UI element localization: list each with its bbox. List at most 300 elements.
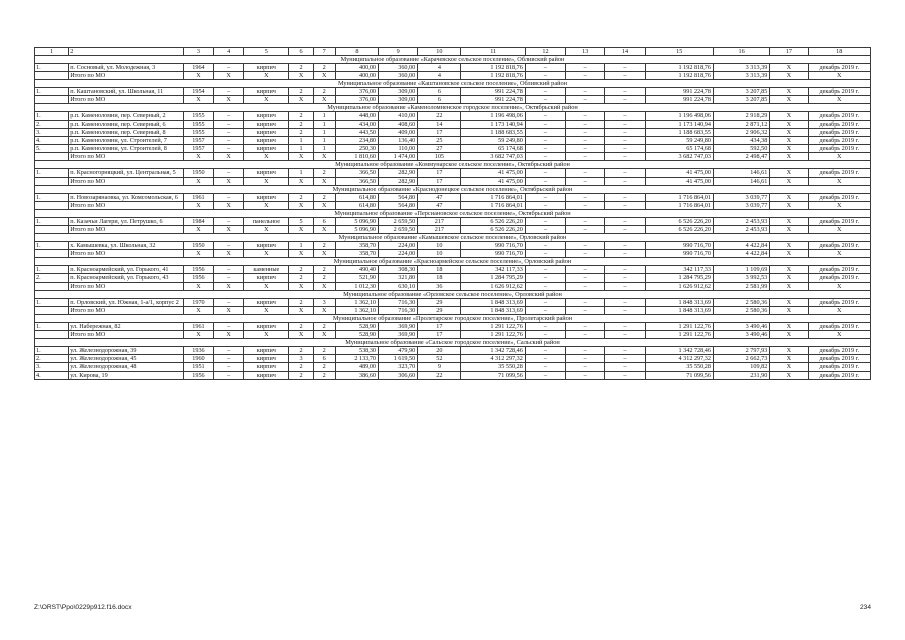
cell-col-16: 2 453,93 [713, 217, 769, 225]
cell-col-10: 6 [418, 88, 461, 96]
cell-col-16: 146,61 [713, 169, 769, 177]
cell-col-13: – [566, 355, 605, 363]
cell-col-16: 4 422,84 [713, 242, 769, 250]
cell-col-15: 71 099,56 [645, 371, 713, 379]
cell-col-2: п. Новозарянаовка, ул. Комсомольская, 6 [69, 193, 184, 201]
cell-col-10: 10 [418, 250, 461, 258]
cell-col-4: Х [214, 153, 244, 161]
cell-col-5: Х [244, 226, 289, 234]
cell-col-8: 8 [335, 48, 378, 56]
cell-col-12: – [525, 282, 565, 290]
cell-col-18: декабрь 2019 г. [808, 145, 870, 153]
municipality-title: Муниципальное образование «Каменоломненское городское поселение», Октябрьский район [35, 104, 871, 112]
cell-col-10: 9 [418, 363, 461, 371]
table-row [35, 266, 871, 274]
cell-col-1: 5. [35, 145, 69, 153]
cell-col-14: – [605, 226, 645, 234]
cell-col-9: 309,00 [379, 96, 418, 104]
cell-col-17: Х [770, 72, 808, 80]
cell-col-4: – [214, 217, 244, 225]
cell-col-17: Х [770, 145, 808, 153]
cell-col-18: декабрь 2019 г. [808, 242, 870, 250]
cell-col-18: Х [808, 226, 870, 234]
cell-col-11: 1 626 912,62 [461, 282, 525, 290]
municipality-title: Муниципальное образование «Краснодонецкое сельское поселение», Октябрьский район [35, 185, 871, 193]
cell-col-15: 65 174,68 [645, 145, 713, 153]
cell-col-2: Итого по МО [69, 306, 184, 314]
cell-col-7: 1 [313, 120, 335, 128]
cell-col-6: 2 [289, 298, 313, 306]
cell-col-13: – [566, 363, 605, 371]
cell-col-18: декабрь 2019 г. [808, 322, 870, 330]
cell-col-18: Х [808, 96, 870, 104]
cell-col-7: Х [313, 201, 335, 209]
total-row [35, 177, 871, 185]
cell-col-17: Х [770, 242, 808, 250]
cell-col-1: 1. [35, 193, 69, 201]
cell-col-9: 716,30 [379, 298, 418, 306]
cell-col-8: 614,80 [335, 201, 378, 209]
cell-col-9: 136,40 [379, 137, 418, 145]
cell-col-11: 71 099,56 [461, 371, 525, 379]
cell-col-5: 5 [244, 48, 289, 56]
cell-col-3: 1957 [183, 137, 213, 145]
total-row [35, 282, 871, 290]
cell-col-18: Х [808, 282, 870, 290]
cell-col-9: 321,80 [379, 274, 418, 282]
cell-col-2: Итого по МО [69, 331, 184, 339]
cell-col-6: 1 [289, 137, 313, 145]
cell-col-13: – [566, 322, 605, 330]
cell-col-12: – [525, 128, 565, 136]
cell-col-6: 2 [289, 274, 313, 282]
cell-col-11: 1 188 683,55 [461, 128, 525, 136]
cell-col-10: 217 [418, 217, 461, 225]
table-row [35, 169, 871, 177]
cell-col-3: 1957 [183, 145, 213, 153]
cell-col-14: – [605, 371, 645, 379]
cell-col-3: Х [183, 282, 213, 290]
cell-col-17: Х [770, 88, 808, 96]
cell-col-15: 3 682 747,03 [645, 153, 713, 161]
footer-page-number: 234 [859, 604, 871, 611]
total-row [35, 331, 871, 339]
table-row [35, 193, 871, 201]
municipality-title: Муниципальное образование «Каштановское сельское поселение», Обливский район [35, 80, 871, 88]
cell-col-18: Х [808, 177, 870, 185]
cell-col-3: 1961 [183, 193, 213, 201]
municipality-title: Муниципальное образование «Карачевское сельское поселение», Обливский район [35, 56, 871, 64]
cell-col-7: Х [313, 153, 335, 161]
cell-col-6: 2 [289, 88, 313, 96]
cell-col-13: – [566, 145, 605, 153]
cell-col-12: – [525, 112, 565, 120]
cell-col-10: 10 [418, 48, 461, 56]
cell-col-12: – [525, 355, 565, 363]
cell-col-17: Х [770, 355, 808, 363]
cell-col-4: – [214, 242, 244, 250]
cell-col-10: 4 [418, 64, 461, 72]
cell-col-9: 282,90 [379, 169, 418, 177]
cell-col-16: 1 109,69 [713, 266, 769, 274]
cell-col-11: 1 342 728,46 [461, 347, 525, 355]
cell-col-12: – [525, 193, 565, 201]
total-row [35, 306, 871, 314]
cell-col-14: 14 [605, 48, 645, 56]
cell-col-17: Х [770, 177, 808, 185]
cell-col-14: – [605, 169, 645, 177]
cell-col-14: – [605, 298, 645, 306]
cell-col-9: 369,90 [379, 331, 418, 339]
cell-col-2: Итого по МО [69, 201, 184, 209]
municipality-title: Муниципальное образование «Коммунарское сельское поселение», Октябрьский район [35, 161, 871, 169]
cell-col-3: 1956 [183, 371, 213, 379]
cell-col-4: – [214, 145, 244, 153]
cell-col-8: 434,00 [335, 120, 378, 128]
cell-col-13: – [566, 298, 605, 306]
municipality-title: Муниципальное образование «Персиановское сельское поселение», Октябрьский район [35, 209, 871, 217]
cell-col-14: – [605, 266, 645, 274]
cell-col-6: 2 [289, 347, 313, 355]
cell-col-15: 4 312 297,32 [645, 355, 713, 363]
cell-col-13: – [566, 347, 605, 355]
section-title-row [35, 234, 871, 242]
cell-col-14: – [605, 128, 645, 136]
cell-col-13: – [566, 177, 605, 185]
cell-col-4: Х [214, 306, 244, 314]
cell-col-1 [35, 96, 69, 104]
cell-col-15: 1 342 728,46 [645, 347, 713, 355]
cell-col-4: Х [214, 96, 244, 104]
cell-col-7: 2 [313, 193, 335, 201]
cell-col-15: 991 224,78 [645, 96, 713, 104]
cell-col-9: 409,00 [379, 128, 418, 136]
cell-col-14: – [605, 112, 645, 120]
cell-col-3: 1951 [183, 363, 213, 371]
table-row [35, 112, 871, 120]
cell-col-1: 1. [35, 322, 69, 330]
cell-col-11: 11 [461, 48, 525, 56]
cell-col-3: Х [183, 201, 213, 209]
cell-col-1 [35, 226, 69, 234]
cell-col-12: – [525, 250, 565, 258]
cell-col-14: – [605, 250, 645, 258]
total-row [35, 153, 871, 161]
cell-col-10: 10 [418, 242, 461, 250]
table-row [35, 242, 871, 250]
cell-col-2: ул. Железнодорожная, 48 [69, 363, 184, 371]
cell-col-1: 1. [35, 217, 69, 225]
cell-col-1: 1. [35, 347, 69, 355]
cell-col-14: – [605, 322, 645, 330]
cell-col-7: Х [313, 226, 335, 234]
section-title-row [35, 258, 871, 266]
cell-col-4: – [214, 112, 244, 120]
cell-col-13: – [566, 72, 605, 80]
cell-col-2: р.п. Каменоломни, ул. Строителей, 8 [69, 145, 184, 153]
table-row [35, 298, 871, 306]
cell-col-14: – [605, 201, 645, 209]
cell-col-6: 2 [289, 120, 313, 128]
cell-col-8: 5 096,90 [335, 226, 378, 234]
cell-col-9: 224,00 [379, 242, 418, 250]
cell-col-16: 231,90 [713, 371, 769, 379]
cell-col-18: декабрь 2019 г. [808, 112, 870, 120]
cell-col-15: 1 716 864,01 [645, 193, 713, 201]
cell-col-4: – [214, 266, 244, 274]
municipality-title: Муниципальное образование «Орловское сельское поселение», Орловский район [35, 290, 871, 298]
cell-col-1: 1. [35, 88, 69, 96]
cell-col-12: – [525, 242, 565, 250]
cell-col-12: – [525, 177, 565, 185]
cell-col-12: – [525, 322, 565, 330]
cell-col-15: 1 626 912,62 [645, 282, 713, 290]
cell-col-7: 1 [313, 112, 335, 120]
cell-col-5: кирпич [244, 193, 289, 201]
cell-col-8: 490,40 [335, 266, 378, 274]
cell-col-4: Х [214, 226, 244, 234]
cell-col-14: – [605, 331, 645, 339]
cell-col-15: 35 550,28 [645, 363, 713, 371]
cell-col-11: 59 249,80 [461, 137, 525, 145]
cell-col-5: Х [244, 96, 289, 104]
cell-col-13: – [566, 193, 605, 201]
cell-col-2: п. Казачьи Лагери, ул. Петрушко, 6 [69, 217, 184, 225]
cell-col-1 [35, 72, 69, 80]
cell-col-13: – [566, 331, 605, 339]
cell-col-2: п. Каштановский, ул. Школьная, 11 [69, 88, 184, 96]
cell-col-10: 18 [418, 266, 461, 274]
cell-col-11: 1 291 122,76 [461, 322, 525, 330]
cell-col-6: 5 [289, 217, 313, 225]
cell-col-9: 2 659,50 [379, 226, 418, 234]
cell-col-15: 1 291 122,76 [645, 322, 713, 330]
cell-col-9: 564,80 [379, 193, 418, 201]
cell-col-12: – [525, 226, 565, 234]
cell-col-3: Х [183, 331, 213, 339]
cell-col-8: 448,00 [335, 112, 378, 120]
cell-col-6: Х [289, 250, 313, 258]
cell-col-6: 1 [289, 242, 313, 250]
cell-col-3: Х [183, 177, 213, 185]
cell-col-6: 2 [289, 112, 313, 120]
cell-col-17: Х [770, 169, 808, 177]
cell-col-5: кирпич [244, 355, 289, 363]
cell-col-7: 7 [313, 48, 335, 56]
cell-col-7: 2 [313, 242, 335, 250]
cell-col-6: Х [289, 153, 313, 161]
cell-col-16: 2 581,99 [713, 282, 769, 290]
cell-col-9: 360,00 [379, 64, 418, 72]
cell-col-15: 990 716,70 [645, 242, 713, 250]
cell-col-17: Х [770, 282, 808, 290]
cell-col-4: – [214, 193, 244, 201]
cell-col-16: 2 498,47 [713, 153, 769, 161]
cell-col-9: 564,80 [379, 201, 418, 209]
cell-col-15: 1 173 140,94 [645, 120, 713, 128]
cell-col-1: 2. [35, 355, 69, 363]
cell-col-10: 17 [418, 128, 461, 136]
cell-col-5: Х [244, 153, 289, 161]
cell-col-7: Х [313, 306, 335, 314]
cell-col-14: – [605, 274, 645, 282]
cell-col-10: 18 [418, 274, 461, 282]
table-row [35, 128, 871, 136]
cell-col-16: 2 918,29 [713, 112, 769, 120]
cell-col-9: 410,00 [379, 112, 418, 120]
municipality-title: Муниципальное образование «Сальское городское поселение», Сальский район [35, 339, 871, 347]
cell-col-18: Х [808, 201, 870, 209]
cell-col-7: Х [313, 250, 335, 258]
cell-col-8: 1 012,30 [335, 282, 378, 290]
cell-col-6: 6 [289, 48, 313, 56]
section-title-row [35, 185, 871, 193]
cell-col-13: – [566, 128, 605, 136]
cell-col-15: 1 284 795,29 [645, 274, 713, 282]
cell-col-11: 1 284 795,29 [461, 274, 525, 282]
cell-col-11: 1 192 818,76 [461, 72, 525, 80]
cell-col-2: п. Красноармейский, ул. Горького, 43 [69, 274, 184, 282]
cell-col-18: декабрь 2019 г. [808, 217, 870, 225]
cell-col-3: 1950 [183, 242, 213, 250]
cell-col-13: – [566, 217, 605, 225]
cell-col-18: декабрь 2019 г. [808, 266, 870, 274]
cell-col-9: 2 659,50 [379, 217, 418, 225]
cell-col-16: 3 039,77 [713, 201, 769, 209]
cell-col-11: 35 550,28 [461, 363, 525, 371]
cell-col-3: 1960 [183, 355, 213, 363]
cell-col-8: 366,50 [335, 177, 378, 185]
cell-col-1: 1. [35, 242, 69, 250]
cell-col-11: 990 716,70 [461, 242, 525, 250]
cell-col-14: – [605, 120, 645, 128]
section-title-row [35, 104, 871, 112]
cell-col-10: 6 [418, 96, 461, 104]
cell-col-17: Х [770, 331, 808, 339]
cell-col-7: 6 [313, 217, 335, 225]
cell-col-18: декабрь 2019 г. [808, 193, 870, 201]
cell-col-8: 400,00 [335, 72, 378, 80]
cell-col-2: Итого по МО [69, 96, 184, 104]
cell-col-4: – [214, 371, 244, 379]
cell-col-17: Х [770, 347, 808, 355]
cell-col-4: Х [214, 250, 244, 258]
cell-col-2: ул. Железнодорожная, 39 [69, 347, 184, 355]
cell-col-16: 2 797,93 [713, 347, 769, 355]
total-row [35, 72, 871, 80]
cell-col-11: 41 475,00 [461, 177, 525, 185]
section-title-row [35, 314, 871, 322]
cell-col-7: 2 [313, 371, 335, 379]
table-row [35, 371, 871, 379]
cell-col-17: Х [770, 120, 808, 128]
cell-col-13: – [566, 250, 605, 258]
section-title-row [35, 290, 871, 298]
cell-col-15: 1 848 313,69 [645, 298, 713, 306]
cell-col-3: 1956 [183, 266, 213, 274]
cell-col-17: Х [770, 298, 808, 306]
cell-col-14: – [605, 96, 645, 104]
cell-col-16: 592,50 [713, 145, 769, 153]
cell-col-18: Х [808, 250, 870, 258]
cell-col-7: Х [313, 177, 335, 185]
cell-col-3: 1970 [183, 298, 213, 306]
cell-col-16: 2 580,36 [713, 298, 769, 306]
cell-col-7: 2 [313, 88, 335, 96]
cell-col-16: 2 662,73 [713, 355, 769, 363]
cell-col-2: х. Камышевка, ул. Школьная, 32 [69, 242, 184, 250]
cell-col-10: 17 [418, 169, 461, 177]
cell-col-12: – [525, 96, 565, 104]
total-row [35, 201, 871, 209]
cell-col-14: – [605, 306, 645, 314]
cell-col-13: – [566, 88, 605, 96]
cell-col-9: 309,00 [379, 88, 418, 96]
cell-col-13: – [566, 242, 605, 250]
cell-col-3: Х [183, 226, 213, 234]
cell-col-10: 20 [418, 347, 461, 355]
cell-col-6: Х [289, 177, 313, 185]
cell-col-8: 234,80 [335, 137, 378, 145]
cell-col-1: 1. [35, 266, 69, 274]
cell-col-2: р.п. Каменоломни, пер. Северный, 2 [69, 112, 184, 120]
cell-col-16: 3 207,85 [713, 96, 769, 104]
cell-col-4: – [214, 88, 244, 96]
cell-col-12: 12 [525, 48, 565, 56]
cell-col-16: 3 992,53 [713, 274, 769, 282]
cell-col-13: – [566, 137, 605, 145]
cell-col-8: 1 362,10 [335, 298, 378, 306]
cell-col-9: 9 [379, 48, 418, 56]
cell-col-5: панельное [244, 217, 289, 225]
cell-col-18: декабрь 2019 г. [808, 274, 870, 282]
cell-col-18: декабрь 2019 г. [808, 347, 870, 355]
cell-col-11: 990 716,70 [461, 250, 525, 258]
cell-col-10: 17 [418, 322, 461, 330]
cell-col-3: Х [183, 72, 213, 80]
cell-col-7: 1 [313, 145, 335, 153]
cell-col-7: 6 [313, 355, 335, 363]
cell-col-3: 1956 [183, 274, 213, 282]
cell-col-14: – [605, 217, 645, 225]
cell-col-13: – [566, 169, 605, 177]
cell-col-14: – [605, 363, 645, 371]
cell-col-5: Х [244, 72, 289, 80]
cell-col-2: п. Орловский, ул. Южная, 1-а/1, корпус 2 [69, 298, 184, 306]
cell-col-3: 1961 [183, 322, 213, 330]
cell-col-16: 3 207,85 [713, 88, 769, 96]
cell-col-8: 250,30 [335, 145, 378, 153]
cell-col-14: – [605, 347, 645, 355]
cell-col-17: Х [770, 217, 808, 225]
housing-table-sheet [34, 47, 871, 380]
cell-col-16: 3 490,46 [713, 322, 769, 330]
cell-col-17: Х [770, 266, 808, 274]
table-row [35, 120, 871, 128]
cell-col-3: Х [183, 96, 213, 104]
cell-col-18: декабрь 2019 г. [808, 88, 870, 96]
cell-col-12: – [525, 145, 565, 153]
cell-col-6: 1 [289, 169, 313, 177]
cell-col-9: 308,30 [379, 266, 418, 274]
cell-col-10: 25 [418, 137, 461, 145]
cell-col-13: – [566, 282, 605, 290]
cell-col-4: – [214, 355, 244, 363]
cell-col-4: – [214, 128, 244, 136]
cell-col-10: 29 [418, 306, 461, 314]
cell-col-2: Итого по МО [69, 282, 184, 290]
cell-col-13: – [566, 274, 605, 282]
